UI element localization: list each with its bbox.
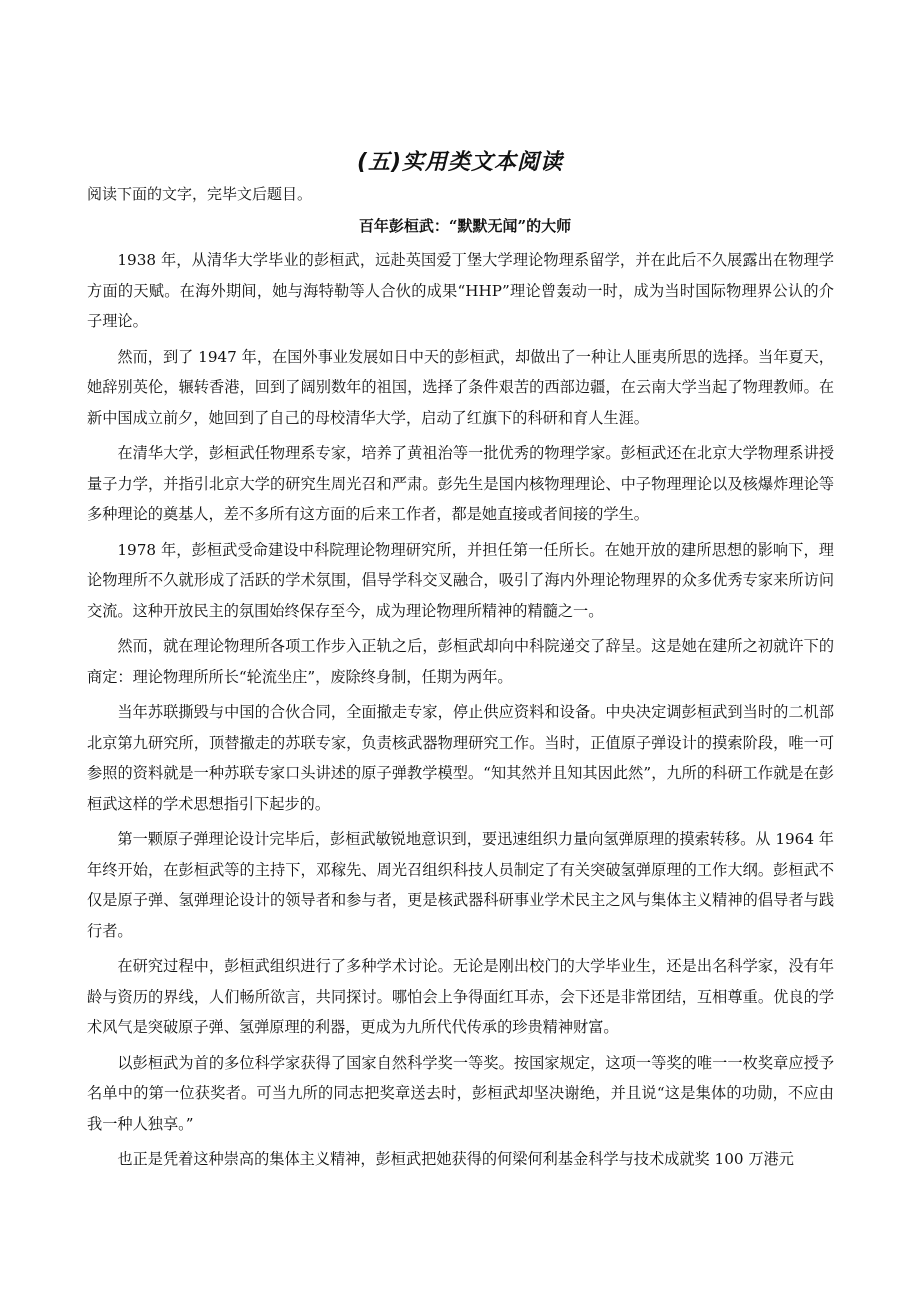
paragraph: 也正是凭着这种崇高的集体主义精神，彭桓武把她获得的何梁何利基金科学与技术成就奖 100 万港元 [117, 1150, 794, 1168]
paragraph: 然而，就在理论物理所各项工作步入正轨之后，彭桓武却向中科院递交了辞呈。这是她在建所之初就许下的商定：理论物理所所长“轮流坐庄”，废除终身制，任期为两年。 [87, 637, 834, 686]
paragraph: 然而，到了 1947 年，在国外事业发展如日中天的彭桓武，却做出了一种让人匪夷所思的选择。当年夏天，她辞别英伦，辗转香港，回到了阔别数年的祖国，选择了条件艰苦的西部边疆，在云南大学当起了物理教师。在新中国成立前夕，她回到了自己的母校清华大学，启动了红旗下的科研和育人生涯。 [87, 347, 834, 427]
paragraph: 当年苏联撕毁与中国的合伙合同，全面撤走专家，停止供应资料和设备。中央决定调彭桓武到当时的二机部北京第九研究所，顶替撤走的苏联专家，负责核武器物理研究工作。当时，正值原子弹设计的摸索阶段，唯一可参照的资料就是一种苏联专家口头讲述的原子弹教学模型。“知其然并且知其因此然”，九所的科研工作就是在彭桓武这样的学术思想指引下起步的。 [87, 703, 834, 813]
article-title: 百年彭桓武：“默默无闻”的大师 [358, 217, 572, 235]
paragraph: 1938 年，从清华大学毕业的彭桓武，远赴英国爱丁堡大学理论物理系留学，并在此后不久展露出在物理学方面的天赋。在海外期间，她与海特勒等人合伙的成果“HHP”理论曾轰动一时，成为当时国际物理界公认的介子理论。 [87, 251, 834, 330]
paragraph: 第一颗原子弹理论设计完毕后，彭桓武敏锐地意识到，要迅速组织力量向氢弹原理的摸索转移。从 1964 年年终开始，在彭桓武等的主持下，邓稼先、周光召组织科技人员制定了有关突破氢弹原理的工作大纲。彭桓武不仅是原子弹、氢弹理论设计的领导者和参与者，更是核武器科研事业学术民主之风与集体主义精神的倡导者与践行者。 [87, 830, 834, 940]
article-body [87, 245, 834, 1180]
paragraph: 在清华大学，彭桓武任物理系专家，培养了黄祖治等一批优秀的物理学家。彭桓武还在北京大学物理系讲授量子力学，并指引北京大学的研究生周光召和严肃。彭先生是国内核物理理论、中子物理理论以及核爆炸理论等多种理论的奠基人，差不多所有这方面的后来工作者，都是她直接或者间接的学生。 [87, 444, 834, 523]
paragraph: 以彭桓武为首的多位科学家获得了国家自然科学奖一等奖。按国家规定，这项一等奖的唯一一枚奖章应授予名单中的第一位获奖者。可当九所的同志把奖章送去时，彭桓武却坚决谢绝，并且说“这是集体的功勋，不应由我一种人独享。” [87, 1053, 834, 1133]
paragraph: 在研究过程中，彭桓武组织进行了多种学术讨论。无论是刚出校门的大学毕业生，还是出名科学家，没有年龄与资历的界线，人们畅所欲言，共同探讨。哪怕会上争得面红耳赤，会下还是非常团结，互相尊重。优良的学术风气是突破原子弹、氢弹原理的利器，更成为九所代代传承的珍贵精神财富。 [87, 957, 834, 1036]
reading-instruction: 阅读下面的文字，完毕文后题目。 [87, 185, 313, 203]
paragraph: 1978 年，彭桓武受命建设中科院理论物理研究所，并担任第一任所长。在她开放的建所思想的影响下，理论物理所不久就形成了活跃的学术氛围，倡导学科交叉融合，吸引了海内外理论物理界的众多优秀专家来所访问交流。这种开放民主的氛围始终保存至今，成为理论物理所精神的精髓之一。 [87, 540, 834, 620]
section-title: (五)实用类文本阅读 [356, 150, 564, 175]
